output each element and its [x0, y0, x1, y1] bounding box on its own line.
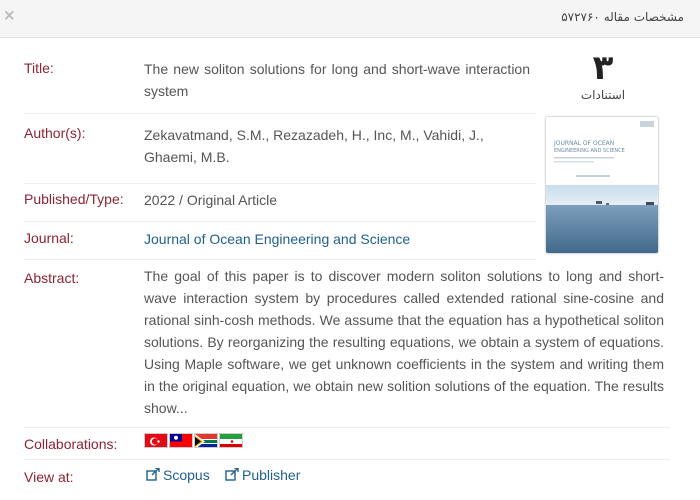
authors-row [24, 114, 536, 184]
citation-label: استنادات [580, 88, 626, 102]
journal-label: Journal: [24, 230, 74, 246]
cover-title-line2: ENGINEERING AND SCIENCE [554, 148, 625, 154]
cover-title-line1: JOURNAL OF OCEAN [554, 140, 615, 147]
published-label: Published/Type: [24, 191, 124, 207]
taiwan-flag-icon [170, 434, 193, 448]
modal-title: مشخصات مقاله ۵۷۲۷۶۰ [561, 10, 684, 24]
journal-cover-image [545, 116, 659, 254]
publisher-label: Publisher [242, 467, 301, 483]
collaborations-label: Collaborations: [24, 436, 118, 452]
authors-label: Author(s): [24, 125, 86, 141]
scopus-label: Scopus [163, 467, 210, 483]
published-row [24, 184, 536, 222]
abstract-text: The goal of this paper is to discover modern soliton solutions to long and short-wave interaction system by procedures called extended rational sine-cosine and rational sinh-cosh methods. We assume that the equation has a hypothetical soliton solutions. By reorganizing the resulting equations, we obtain a system of equations. Using Maple software, we get unknown coefficients in the system and writing them in the original equation, we obtain new solition solutions of the equation. The results show... [144, 268, 664, 416]
south-africa-flag[interactable] [194, 433, 218, 448]
publisher-link[interactable] [225, 467, 300, 483]
turkey-flag[interactable] [144, 433, 168, 448]
scopus-link[interactable] [146, 467, 210, 483]
article-title: The new soliton solutions for long and short-wave interaction system [144, 61, 530, 99]
abstract-label: Abstract: [24, 270, 80, 286]
external-link-icon [146, 468, 160, 481]
citation-count-box [548, 50, 658, 102]
viewat-label: View at: [24, 469, 74, 485]
viewat-row [24, 460, 670, 500]
iran-flag[interactable] [219, 433, 243, 448]
close-icon[interactable]: × [3, 6, 16, 24]
journal-row [24, 222, 536, 260]
abstract-row [24, 260, 670, 428]
external-link-icon [225, 468, 239, 481]
title-row [24, 50, 536, 114]
authors-value: Zekavatmand, S.M., Rezazadeh, H., Inc, M., Vahidi, J., Ghaemi, M.B. [144, 127, 484, 165]
modal-header [0, 0, 700, 38]
south-africa-flag-icon [195, 434, 218, 448]
citation-count: ۳ [592, 48, 614, 88]
iran-flag-icon [220, 434, 243, 448]
journal-cover-art [546, 117, 659, 254]
taiwan-flag[interactable] [169, 433, 193, 448]
published-value: 2022 / Original Article [144, 192, 278, 208]
title-label: Title: [24, 60, 54, 76]
turkey-flag-icon [145, 434, 168, 448]
journal-link[interactable]: Journal of Ocean Engineering and Science [144, 231, 411, 247]
collaborations-row [24, 428, 670, 460]
